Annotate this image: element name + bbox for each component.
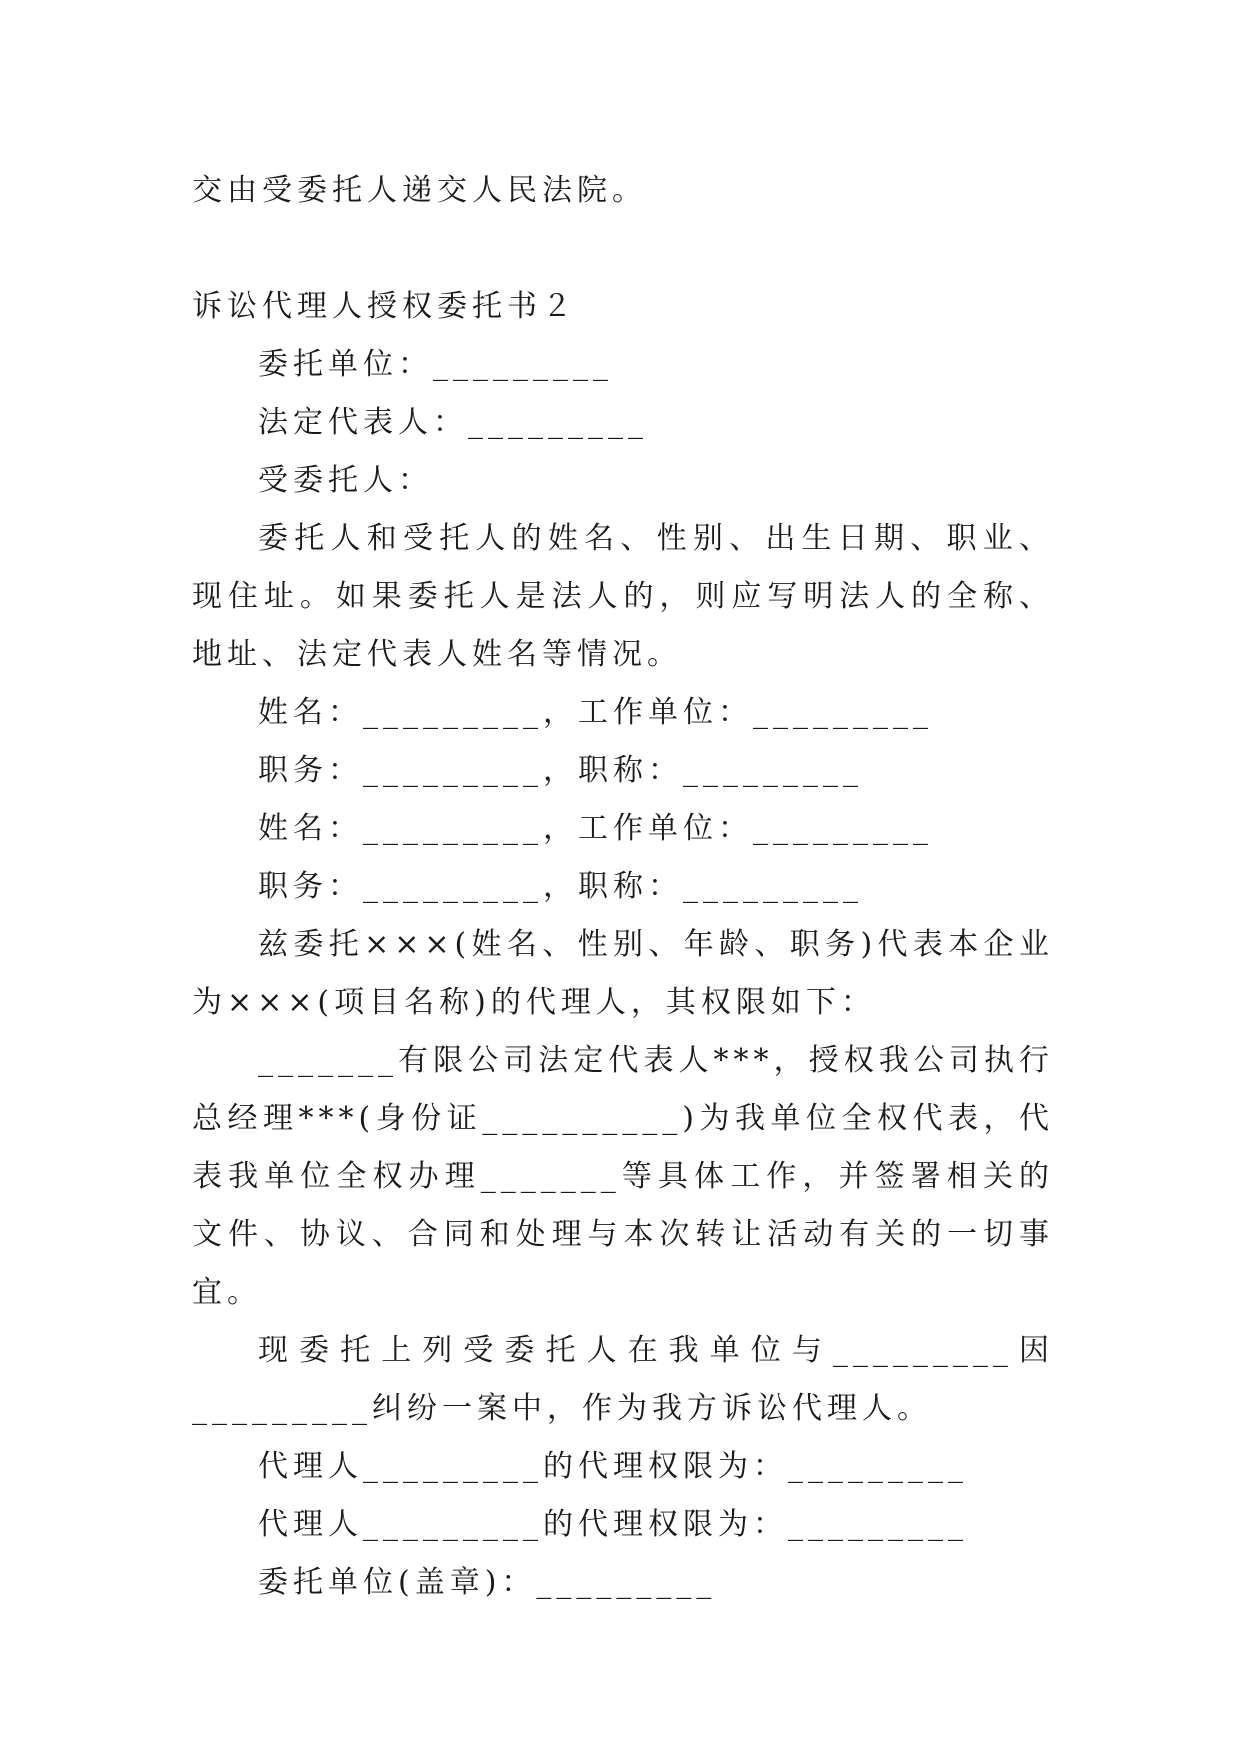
party-info-note: 委托人和受托人的姓名、性别、出生日期、职业、现住址。如果委托人是法人的，则应写明法人的全称、地址、法定代表人姓名等情况。 [192, 521, 1054, 672]
document-body [192, 162, 1054, 1612]
case-paragraph: 现委托上列受委托人在我单位与_________因_________纠纷一案中，作为我方诉讼代理人。 [192, 1333, 1054, 1426]
authorization-paragraph: 兹委托×××(姓名、性别、年龄、职务)代表本企业为×××(项目名称)的代理人，其权限如下： [192, 927, 1054, 1020]
client-unit-field: 委托单位：_________ [258, 347, 613, 382]
person-name-line: 姓名：_________，工作单位：_________ [258, 695, 933, 730]
person-name-line: 姓名：_________，工作单位：_________ [258, 811, 933, 846]
trustee-field: 受委托人： [258, 463, 433, 498]
person-title-line: 职务：_________，职称：_________ [258, 869, 863, 904]
legal-rep-field: 法定代表人：_________ [258, 405, 648, 440]
agent-authority-line: 代理人_________的代理权限为：_________ [258, 1449, 968, 1484]
seal-line: 委托单位(盖章)：_________ [258, 1565, 717, 1600]
continuation-text: 交由受委托人递交人民法院。 [192, 173, 647, 208]
company-authorization-paragraph: _______有限公司法定代表人***，授权我公司执行总经理***(身份证__________)为我单位全权代表，代表我单位全权办理_______等具体工作，并签署相关的文件、协议、合同和处理与本次转让活动有关的一切事宜。 [192, 1043, 1054, 1310]
paragraph-gap [192, 220, 1054, 278]
agent-authority-line: 代理人_________的代理权限为：_________ [258, 1507, 968, 1542]
document-heading: 诉讼代理人授权委托书２ [192, 289, 577, 324]
person-title-line: 职务：_________，职称：_________ [258, 753, 863, 788]
